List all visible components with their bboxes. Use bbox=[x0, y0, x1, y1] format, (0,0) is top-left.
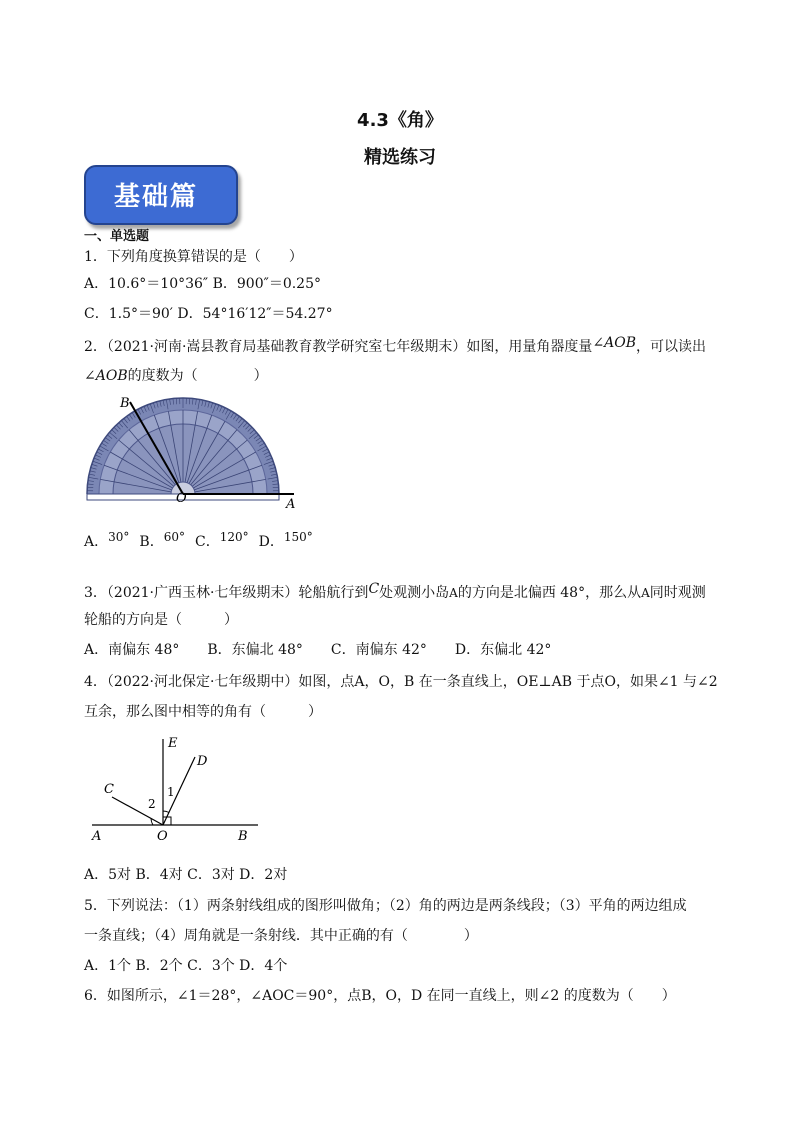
q5-stem-line1: 5．下列说法：（1）两条射线组成的图形叫做角；（2）角的两边是两条线段；（3）平角的两边组成 bbox=[84, 898, 687, 914]
q2-stem-line1 bbox=[84, 335, 707, 356]
q2-options bbox=[84, 530, 313, 551]
q2-opt-a: A． bbox=[84, 534, 109, 550]
label-b: B bbox=[238, 829, 248, 841]
label-c: C bbox=[104, 782, 114, 797]
q2-val-b: 60° bbox=[163, 530, 185, 544]
q2-val-c: 120° bbox=[219, 530, 249, 544]
q5-options: A．1个 B．2个 C．3个 D．4个 bbox=[84, 958, 288, 974]
q3-point-a2: A bbox=[641, 586, 650, 600]
q3-stem-line2: 轮船的方向是（ ） bbox=[84, 612, 238, 628]
q2-opt-c: C． bbox=[194, 534, 220, 550]
label-angle-1: 1 bbox=[167, 785, 175, 799]
label-a: A bbox=[286, 497, 296, 512]
protractor-figure bbox=[80, 390, 310, 515]
q2-stem-b: ，可以读出 bbox=[636, 339, 707, 355]
q3-stem-d: 同时观测 bbox=[649, 585, 706, 601]
q2-opt-b: B． bbox=[139, 534, 164, 550]
q3-stem-c: 的方向是北偏西 48°，那么从 bbox=[457, 585, 642, 601]
level-badge-label: 基础篇 bbox=[114, 182, 199, 212]
label-angle-2: 2 bbox=[148, 797, 156, 811]
q3-options: A．南偏东 48° B．东偏北 48° C．南偏东 42° D．东偏北 42° bbox=[84, 642, 552, 658]
q1-options-line2: C．1.5°＝90′ D．54°16′12″＝54.27° bbox=[84, 306, 333, 322]
label-e: E bbox=[168, 736, 178, 751]
label-b: B bbox=[120, 396, 130, 411]
label-a: A bbox=[92, 829, 102, 841]
q2-stem-a: 2．（2021·河南·嵩县教育局基础教育教学研究室七年级期末）如图，用量角器度量 bbox=[84, 339, 593, 355]
label-o: O bbox=[176, 491, 187, 506]
section-heading: 一、单选题 bbox=[84, 229, 150, 244]
q3-stem-a: 3．（2021·广西玉林·七年级期末）轮船航行到 bbox=[84, 585, 369, 601]
q3-point-a: A bbox=[449, 586, 458, 600]
q2-stem-c: 的度数为（ ） bbox=[127, 368, 268, 384]
q2-angle-aob: ∠AOB bbox=[592, 335, 637, 351]
level-badge bbox=[84, 165, 238, 225]
label-o: O bbox=[157, 829, 168, 841]
q1-options-line1: A．10.6°＝10°36″ B．900″＝0.25° bbox=[84, 276, 322, 292]
q2-val-d: 150° bbox=[283, 530, 313, 544]
q6-stem: 6．如图所示，∠1＝28°，∠AOC＝90°，点B，O，D 在同一直线上，则∠2 的度数为（ ） bbox=[84, 988, 676, 1004]
label-d: D bbox=[197, 754, 208, 769]
q3-stem-line1 bbox=[84, 581, 706, 602]
page-subtitle: 精选练习 bbox=[364, 147, 436, 168]
angle-1-arc bbox=[163, 811, 169, 813]
q2-angle-aob-2: ∠AOB bbox=[84, 368, 128, 384]
q2-opt-d: D． bbox=[258, 534, 284, 550]
page-title: 4.3《角》 bbox=[357, 110, 443, 131]
q4-stem-line1: 4．（2022·河北保定·七年级期中）如图，点A，O，B 在一条直线上，OE⊥AB 于点O，如果∠1 与∠2 bbox=[84, 674, 718, 690]
q3-stem-b: 处观测小岛 bbox=[379, 585, 450, 601]
q2-val-a: 30° bbox=[108, 530, 130, 544]
q3-point-c: C bbox=[368, 581, 380, 597]
angles-figure bbox=[88, 733, 263, 841]
q4-stem-line2: 互余，那么图中相等的角有（ ） bbox=[84, 704, 322, 720]
q1-stem: 1．下列角度换算错误的是（ ） bbox=[84, 249, 303, 265]
q5-stem-line2: 一条直线；（4）周角就是一条射线．其中正确的有（ ） bbox=[84, 928, 478, 944]
q2-stem-line2 bbox=[84, 367, 268, 385]
q4-options: A．5对 B．4对 C．3对 D．2对 bbox=[84, 867, 288, 883]
